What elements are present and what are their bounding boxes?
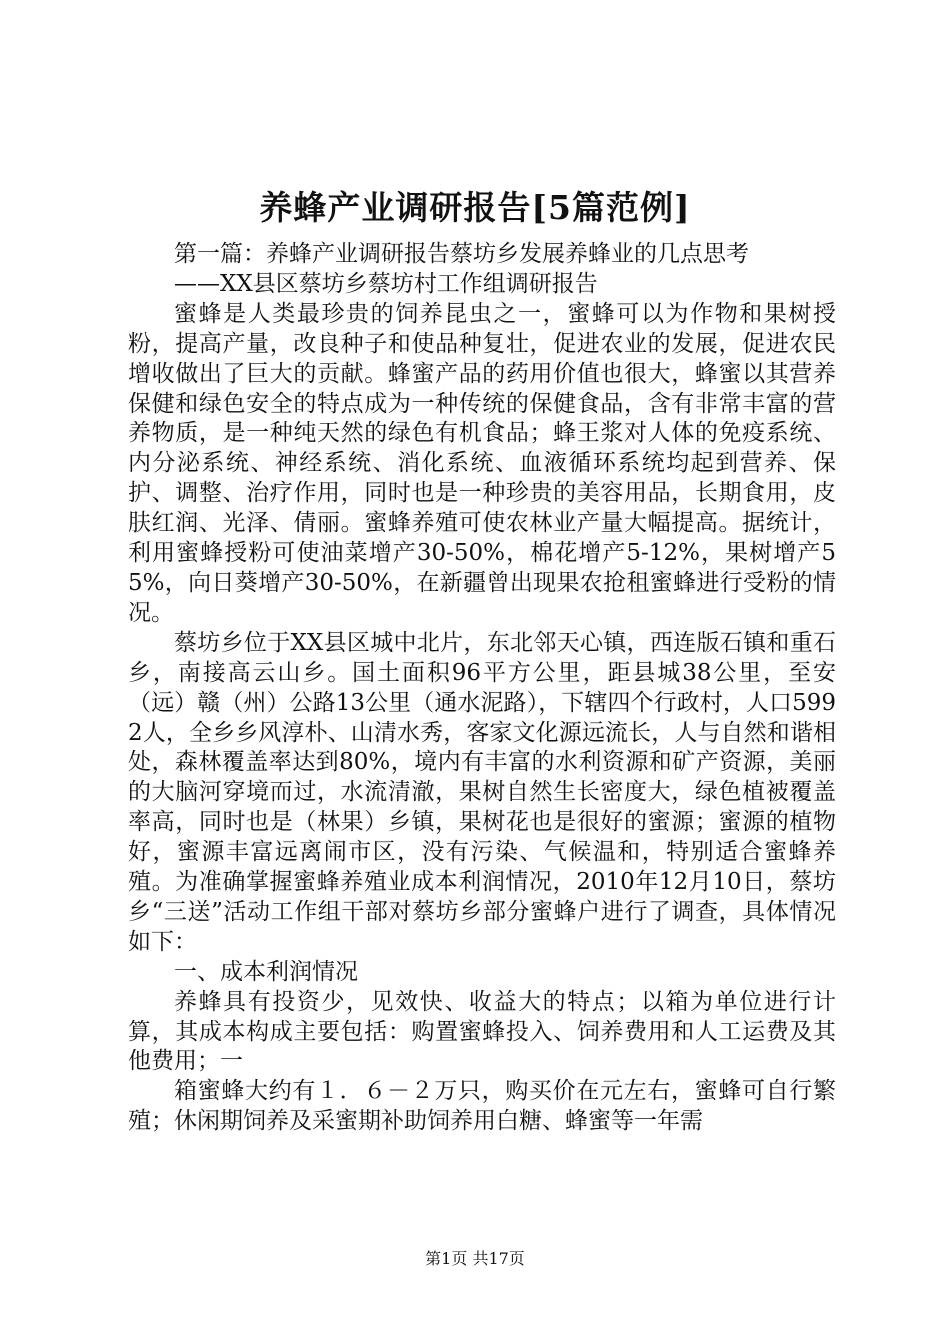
section-heading: 第一篇：养蜂产业调研报告蔡坊乡发展养蜂业的几点思考 xyxy=(174,241,749,267)
body-paragraph: 蔡坊乡位于XX县区城中北片，东北邻天心镇，西连版石镇和重石乡，南接高云山乡。国土面积96平方公里，距县城38公里，至安（远）赣（州）公路13公里（通水泥路），下辖四个行政村，人口5992人，全乡乡风淳朴、山清水秀，客家文化源远流长，人与自然和谐相处，森林覆盖率达到80%，境内有丰富的水利资源和矿产资源，美丽的大脑河穿境而过，水流清澈，果树自然生长密度大，绿色植被覆盖率高，同时也是（林果）乡镇，果树花也是很好的蜜源；蜜源的植物好，蜜源丰富远离闹市区，没有污染、气候温和，特别适合蜜蜂养殖。为准确掌握蜜蜂养殖业成本利润情况，2010年12月10日，蔡坊乡“三送”活动工作组干部对蔡坊乡部分蜜蜂户进行了调查，具体情况如下： xyxy=(128,629,836,955)
page-number-footer: 第1页 共17页 xyxy=(425,1249,525,1268)
body-paragraph: 箱蜜蜂大约有１．６－２万只，购买价在元左右，蜜蜂可自行繁殖；休闲期饲养及采蜜期补助饲养用白糖、蜂蜜等一年需 xyxy=(128,1078,836,1135)
section-subheading: 一、成本利润情况 xyxy=(174,958,358,985)
document-title: 养蜂产业调研报告[5篇范例] xyxy=(259,188,691,227)
body-paragraph: 养蜂具有投资少，见效快、收益大的特点；以箱为单位进行计算，其成本构成主要包括：购置蜜蜂投入、饲养费用和人工运费及其他费用；一 xyxy=(128,988,836,1075)
document-body xyxy=(128,240,836,1137)
body-paragraph: 蜜蜂是人类最珍贵的饲养昆虫之一，蜜蜂可以为作物和果树授粉，提高产量，改良种子和使品种复壮，促进农业的发展，促进农民增收做出了巨大的贡献。蜂蜜产品的药用价值也很大，蜂蜜以其营养保健和绿色安全的特点成为一种传统的保健食品，含有非常丰富的营养物质，是一种纯天然的绿色有机食品；蜂王浆对人体的免疫系统、内分泌系统、神经系统、消化系统、血液循环系统均起到营养、保护、调整、治疗作用，同时也是一种珍贵的美容用品，长期食用，皮肤红润、光泽、倩丽。蜜蜂养殖可使农林业产量大幅提高。据统计，利用蜜蜂授粉可使油菜增产30-50%，棉花增产5-12%，果树增产55%，向日葵增产30-50%，在新疆曾出现果农抢租蜜蜂进行受粉的情况。 xyxy=(128,300,836,626)
section-subtitle: ——XX县区蔡坊乡蔡坊村工作组调研报告 xyxy=(174,270,598,297)
